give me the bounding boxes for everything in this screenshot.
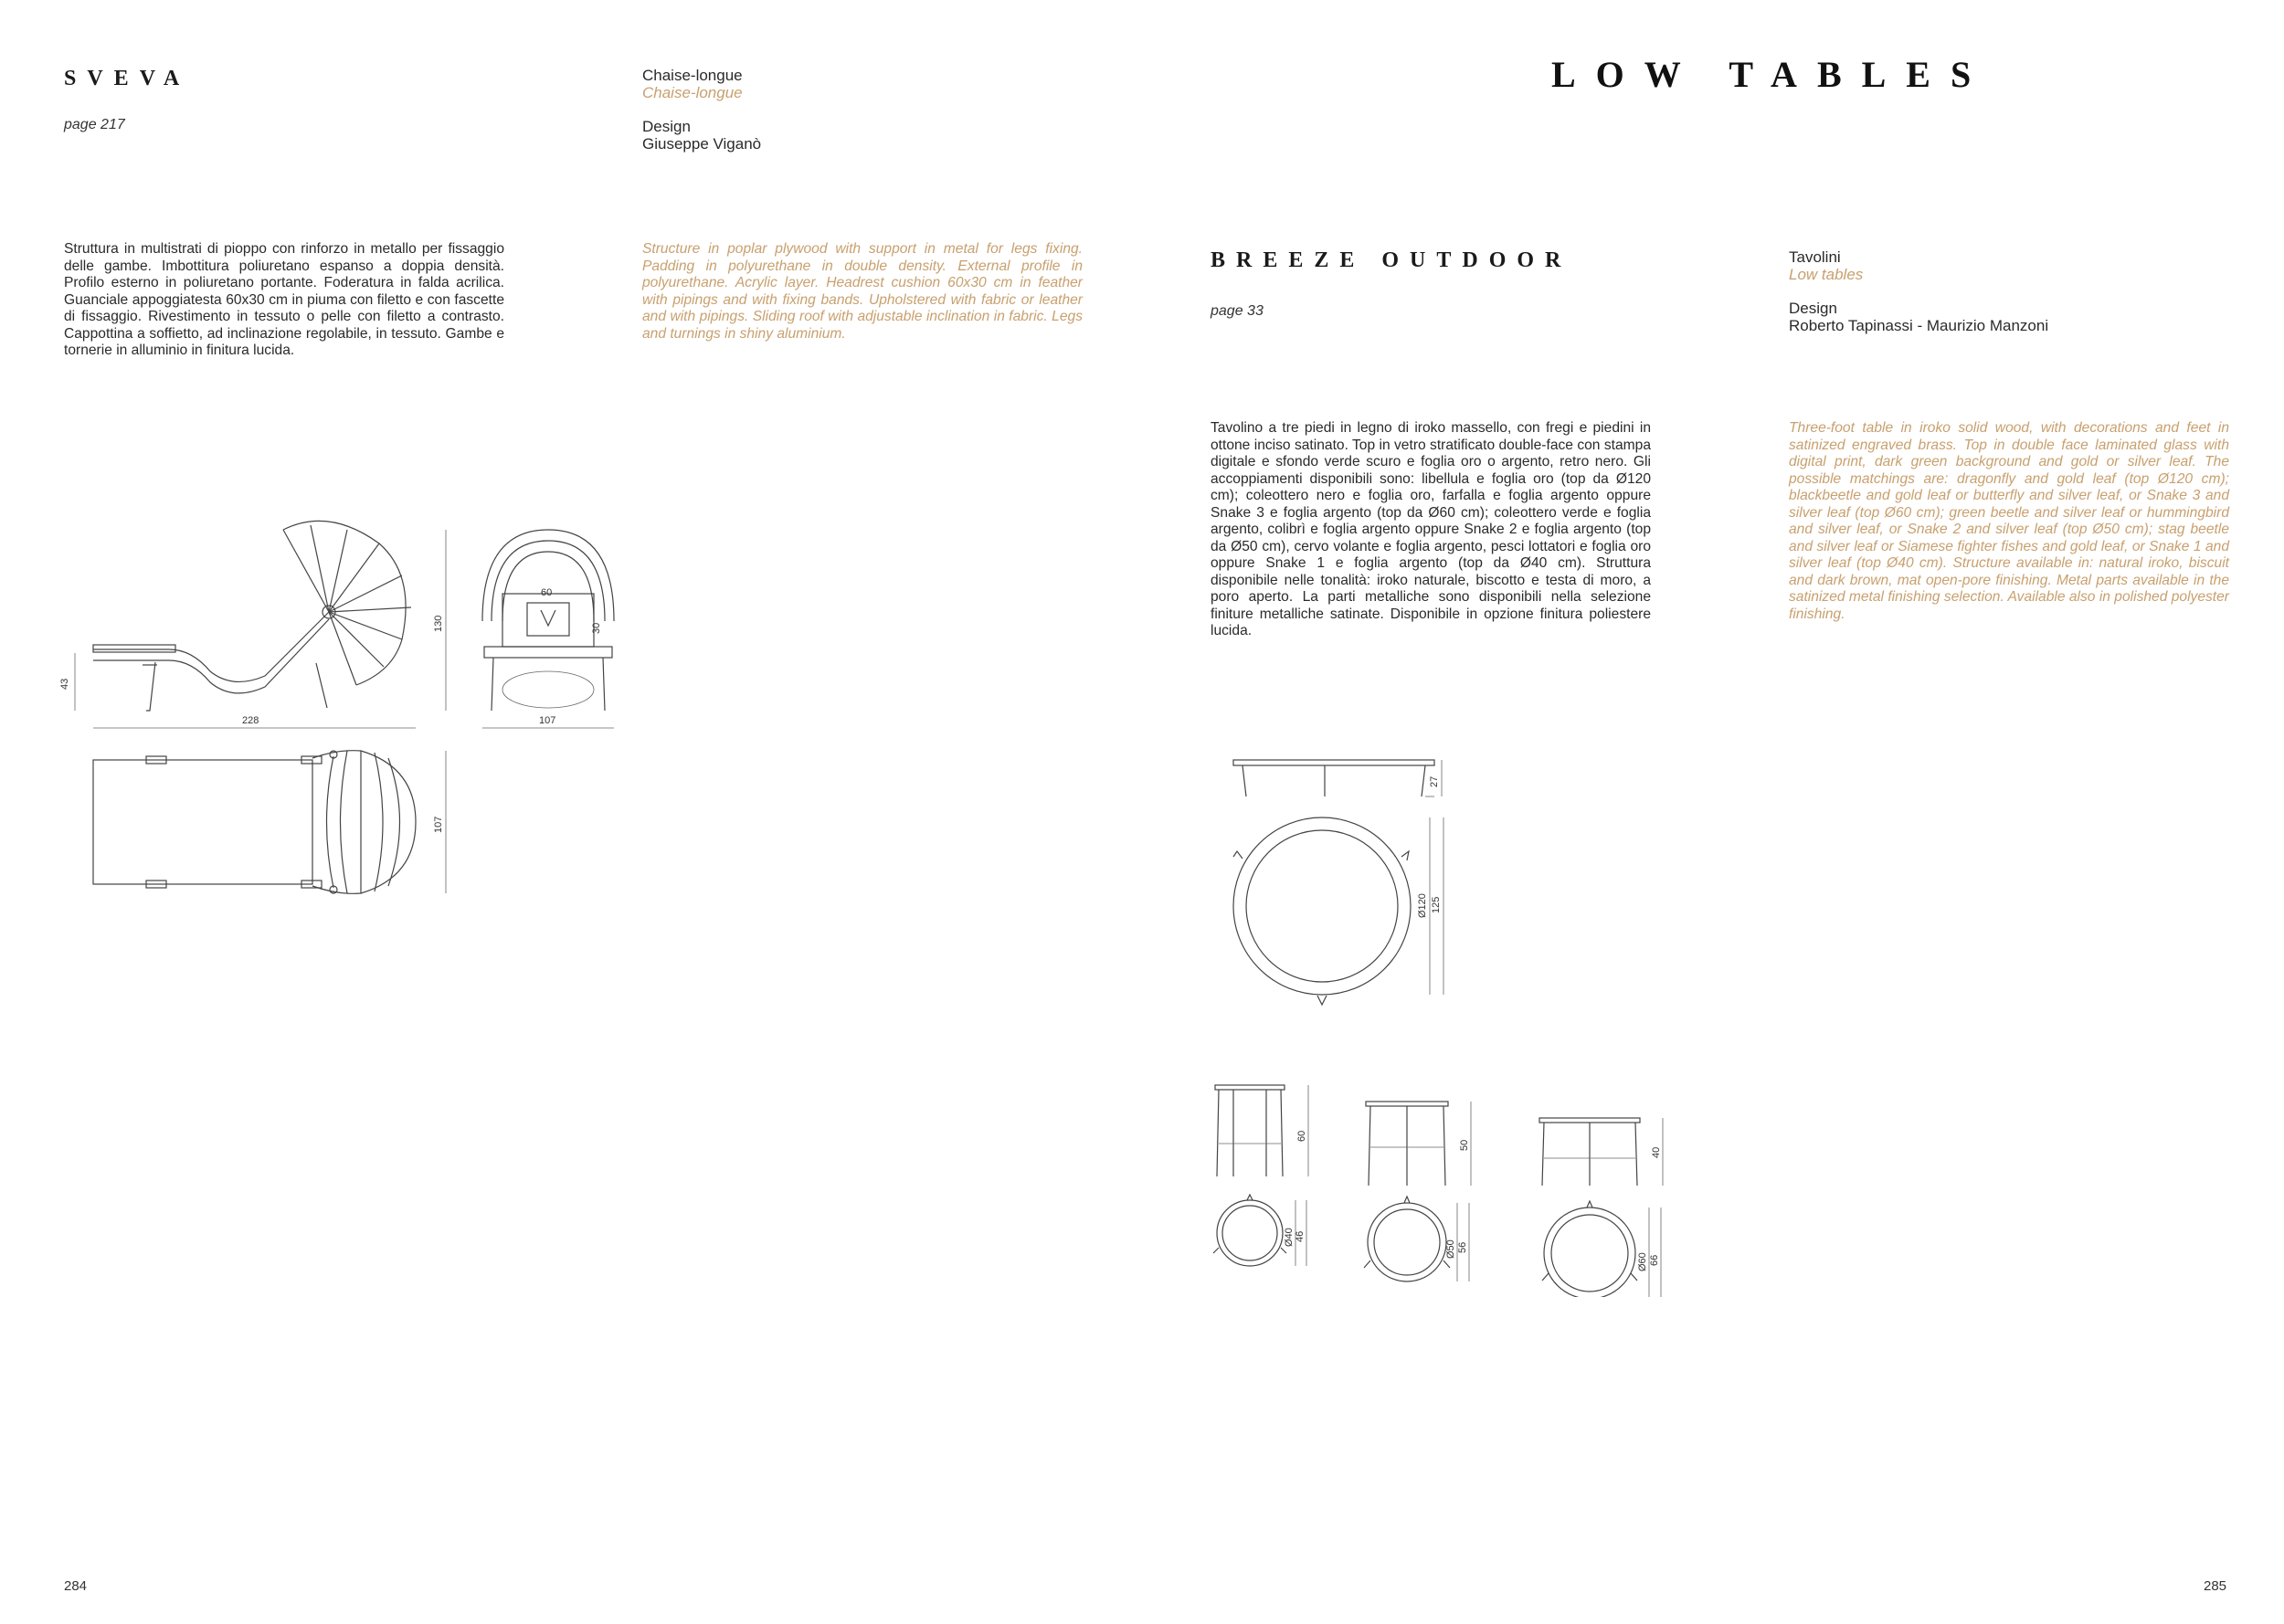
sveva-technical-drawing: [55, 511, 640, 913]
breeze-t50-dim-height: 50: [1459, 1139, 1470, 1151]
breeze-t50-dim-width: 56: [1457, 1241, 1468, 1253]
sveva-front-view: [482, 530, 614, 728]
sveva-top-view: [93, 751, 446, 894]
section-title: LOW TABLES: [1551, 54, 1992, 95]
sveva-category-en: Chaise-longue: [642, 84, 743, 101]
sveva-dim-top-width: 107: [433, 816, 444, 833]
breeze-design-label: Design: [1789, 300, 1837, 317]
breeze-large-side-view: [1233, 760, 1442, 796]
sveva-desc-it: Struttura in multistrati di pioppo con rinforzo in metallo per fissaggio delle gambe. Imbottitura poliuretano espanso a doppia densità. Profilo esterno in poliuretano portante. Foderatura in falda acrilica. Guanciale appoggiatesta 60x30 cm in piuma con filetto e con fascette di fissaggio. Rivestimento in tessuto o pelle con filetto a contrasto. Cappottina a soffietto, ad inclinazione regolabile, in tessuto. Gambe e tornerie in alluminio in finitura lucida.: [64, 241, 504, 358]
breeze-category-en: Low tables: [1789, 266, 1864, 283]
breeze-t60-dim-width: 66: [1649, 1254, 1660, 1266]
sveva-dim-length: 228: [242, 715, 259, 726]
breeze-t40-dim-width: 46: [1295, 1230, 1306, 1242]
sveva-desc-en: Structure in poplar plywood with support in metal for legs fixing. Padding in polyurethane in double density. External profile in polyurethane. Acrylic layer. Headrest cushion 60x30 cm in feather with pipings and with fixing bands. Upholstered with fabric or leather and with pipings. Sliding roof with adjustable inclination in fabric. Legs and turnings in shiny aluminium.: [642, 241, 1083, 342]
breeze-large-dim-height: 27: [1429, 775, 1440, 787]
breeze-t60-dim-height: 40: [1651, 1146, 1662, 1158]
sveva-title: SVEVA: [64, 67, 191, 90]
breeze-meta: [1789, 248, 2048, 334]
breeze-designer: Roberto Tapinassi - Maurizio Manzoni: [1789, 317, 2049, 334]
sveva-dim-cushion-height: 30: [591, 622, 602, 634]
breeze-category-it: Tavolini: [1789, 248, 1841, 266]
breeze-title: BREEZE OUTDOOR: [1211, 248, 1572, 272]
breeze-technical-drawing: [1206, 749, 1791, 1297]
breeze-t40-dim-diameter: Ø40: [1284, 1228, 1295, 1247]
sveva-meta: [642, 67, 761, 153]
folio-right: 285: [2204, 1578, 2227, 1594]
breeze-large-top-view: [1233, 817, 1443, 1005]
breeze-desc-en: Three-foot table in iroko solid wood, with decorations and feet in satinized engraved brass. Top in double face laminated glass with digital print, dark green background and gold or silver leaf. The possible matchings are: dragonfly and gold leaf (top Ø120 cm); blackbeetle and gold leaf or butterfly and silver leaf, or Snake 3 and silver leaf (top Ø60 cm); green beetle and silver leaf or hummingbird and silver leaf, or Snake 2 and silver leaf (top Ø50 cm); stag beetle and silver leaf or Siamese fighter fishes and gold leaf, or Snake 1 and silver leaf (top Ø40 cm). Structure available in: natural iroko, biscuit and dark brown, mat open-pore finishing. Metal parts available in the satinized metal finishing selection. Available also in polished polyester finishing.: [1789, 420, 2229, 622]
folio-left: 284: [64, 1578, 88, 1594]
sveva-design-label: Design: [642, 118, 691, 135]
sveva-category-it: Chaise-longue: [642, 67, 743, 84]
sveva-dim-total-height: 130: [433, 615, 444, 632]
breeze-table-60: [1539, 1118, 1663, 1297]
breeze-desc-it: Tavolino a tre piedi in legno di iroko massello, con fregi e piedini in ottone inciso satinato. Top in vetro stratificato double-face con stampa digitale e sfondo verde scuro e foglia oro o argento, retro nero. Gli accoppiamenti disponibili sono: libellula e foglia oro (top da Ø120 cm); coleottero nero e foglia oro, farfalla e foglia argento oppure Snake 3 e foglia argento (top da Ø60 cm); coleottero verde e foglia argento, colibrì e foglia argento oppure Snake 2 e foglia argento (top da Ø50 cm), cervo volante e foglia argento, pesci lottatori e foglia oro oppure Snake 1 e foglia argento (top da Ø40 cm). Struttura disponibile nelle tonalità: iroko naturale, biscotto e testa di moro, a poro aperto. La parti metalliche sono disponibili nella selezione finiture metalliche satinate. Disponibile in opzione finitura poliestere lucida.: [1211, 420, 1651, 638]
sveva-hood-fan: [283, 521, 411, 685]
sveva-dim-cushion-width: 60: [541, 587, 553, 598]
sveva-dim-seat-height: 43: [59, 678, 70, 690]
breeze-t50-dim-diameter: Ø50: [1445, 1239, 1456, 1259]
sveva-page-ref: page 217: [64, 117, 125, 132]
sveva-side-view: [59, 521, 446, 728]
breeze-large-dim-width: 125: [1431, 896, 1442, 913]
breeze-page-ref: page 33: [1211, 303, 1264, 319]
sveva-designer: Giuseppe Viganò: [642, 135, 762, 153]
breeze-table-40: [1213, 1085, 1308, 1266]
breeze-table-50: [1364, 1102, 1471, 1281]
breeze-t40-dim-height: 60: [1296, 1130, 1307, 1142]
sveva-dim-front-depth: 107: [539, 715, 556, 726]
breeze-t60-dim-diameter: Ø60: [1637, 1252, 1648, 1271]
breeze-large-dim-diameter: Ø120: [1417, 893, 1428, 918]
